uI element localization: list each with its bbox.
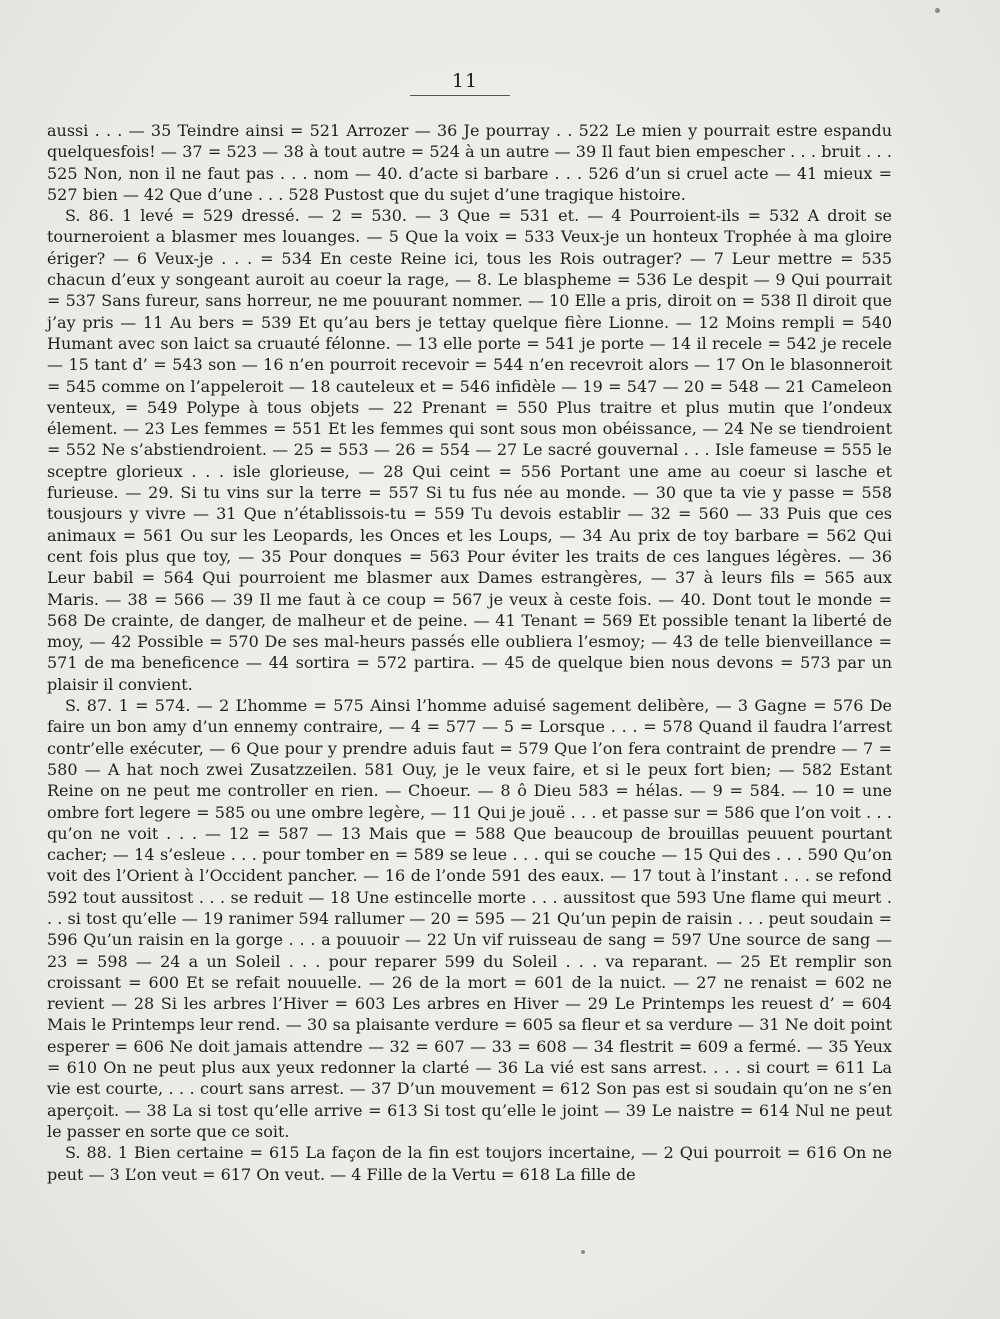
- ink-speck: [581, 1250, 585, 1254]
- paragraph-s87: S. 87. 1 = 574. — 2 L’homme = 575 Ainsi l’homme aduisé sagement delibère, — 3 Gagne = 576 De faire un bon amy d’un ennemy contraire, — 4 = 577 — 5 = Lorsque . . . = 578 Quand il faudra l’arrest contr’elle exécuter, — 6 Que pour y prendre aduis faut = 579 Que l’on fera contraint de prendre — 7 = 580 — A hat noch zwei Zusatzzeilen. 581 Ouy, je le veux faire, et si le peux fort bien; — 582 Estant Reine on ne peut me controller en rien. — Choeur. — 8 ô Dieu 583 = hélas. — 9 = 584. — 10 = une ombre fort legere = 585 ou une ombre legère, — 11 Qui je jouë . . . et passe sur = 586 que l’on voit . . . qu’on ne voit . . . — 12 = 587 — 13 Mais que = 588 Que beaucoup de brouillas peuuent pourtant cacher; — 14 s’esleue . . . pour tomber en = 589 se leue . . . qui se couche — 15 Qui des . . . 590 Qu’on voit des l’Orient à l’Occident pancher. — 16 de l’onde 591 des eaux. — 17 tout à l’instant . . . se refond 592 tout aussitost . . . se reduit — 18 Une estincelle morte . . . aussitost que 593 Une flame qui meurt . . . si tost qu’elle — 19 ranimer 594 rallumer — 20 = 595 — 21 Qu’un pepin de raisin . . . peut soudain = 596 Qu’un raisin en la gorge . . . a pouuoir — 22 Un vif ruisseau de sang = 597 Une source de sang — 23 = 598 — 24 a un Soleil . . . pour reparer 599 du Soleil . . . va reparant. — 25 Et remplir son croissant = 600 Et se refait nouuelle. — 26 de la mort = 601 de la nuict. — 27 ne renaist = 602 ne revient — 28 Si les arbres l’Hiver = 603 Les arbres en Hiver — 29 Le Printemps les reuest d’ = 604 Mais le Printemps leur rend. — 30 sa plaisante verdure = 605 sa fleur et sa verdure — 31 Ne doit point esperer = 606 Ne doit jamais attendre — 32 = 607 — 33 = 608 — 34 flestrit = 609 a fermé. — 35 Yeux = 610 On ne peut plus aux yeux redonner la clarté — 36 La vié est sans arrest. . . . si court = 611 La vie est courte, . . . court sans arrest. — 37 D’un mouvement = 612 Son pas est si soudain qu’on ne s’en aperçoit. — 38 La si tost qu’elle arrive = 613 Si tost qu’elle le joint — 39 Le naistre = 614 Nul ne peut le passer en sorte que ce soit.: [47, 696, 892, 1141]
- paragraph-s86: S. 86. 1 levé = 529 dressé. — 2 = 530. — 3 Que = 531 et. — 4 Pourroient-ils = 532 A droit se tourneroient a blasmer mes louanges. — 5 Que la voix = 533 Veux-je un honteux Trophée à ma gloire ériger? — 6 Veux-je . . . = 534 En ceste Reine ici, tous les Rois outrager? — 7 Leur mettre = 535 chacun d’eux y songeant auroit au coeur la rage, — 8. Le blaspheme = 536 Le despit — 9 Qui pourrait = 537 Sans fureur, sans horreur, ne me pouurant nommer. — 10 Elle a pris, diroit on = 538 Il diroit que j’ay pris — 11 Au bers = 539 Et qu’au bers je tettay quelque fière Lionne. — 12 Moins rempli = 540 Humant avec son laict sa cruauté félonne. — 13 elle porte = 541 je porte — 14 il recele = 542 je recele — 15 tant d’ = 543 son — 16 n’en pourroit recevoir = 544 n’en recevroit alors — 17 On le blasonneroit = 545 comme on l’appeleroit — 18 cauteleux et = 546 infidèle — 19 = 547 — 20 = 548 — 21 Cameleon venteux, = 549 Polype à tous objets — 22 Prenant = 550 Plus traitre et plus mutin que l’ondeux élement. — 23 Les femmes = 551 Et les femmes qui sont sous mon obéissance, — 24 Ne se tiendroient = 552 Ne s’abstiendroient. — 25 = 553 — 26 = 554 — 27 Le sacré gouvernal . . . Isle fameuse = 555 le sceptre glorieux . . . isle glorieuse, — 28 Qui ceint = 556 Portant une ame au coeur si lasche et furieuse. — 29. Si tu vins sur la terre = 557 Si tu fus née au monde. — 30 que ta vie y passe = 558 tousjours y vivre — 31 Que n’établissois-tu = 559 Tu devois establir — 32 = 560 — 33 Puis que ces animaux = 561 Ou sur les Leopards, les Onces et les Loups, — 34 Au prix de toy barbare = 562 Qui cent fois plus que toy, — 35 Pour donques = 563 Pour éviter les traits de ces langues légères. — 36 Leur babil = 564 Qui pourroient me blasmer aux Dames estrangères, — 37 à leurs fils = 565 aux Maris. — 38 = 566 — 39 Il me faut à ce coup = 567 je veux à ceste fois. — 40. Dont tout le monde = 568 De crainte, de danger, de malheur et de peine. — 41 Tenant = 569 Et possible tenant la liberté de moy, — 42 Possible = 570 De ses mal-heurs passés elle oubliera l’esmoy; — 43 de telle bienveillance = 571 de ma beneficence — 44 sortira = 572 partira. — 45 de quelque bien nous devons = 573 par un plaisir il convient.: [47, 206, 892, 694]
- page-number: 11: [451, 70, 479, 92]
- page-number-rule: [410, 95, 510, 96]
- ink-speck: [935, 8, 940, 13]
- body-text: [47, 120, 892, 1185]
- paragraph-s88: S. 88. 1 Bien certaine = 615 La façon de la fin est toujors incertaine, — 2 Qui pourroit = 616 On ne peut — 3 L’on veut = 617 On veut. — 4 Fille de la Vertu = 618 La fille de: [47, 1143, 892, 1184]
- paragraph-continuation: aussi . . . — 35 Teindre ainsi = 521 Arrozer — 36 Je pourray . . 522 Le mien y pourrait estre espandu quelquesfois! — 37 = 523 — 38 à tout autre = 524 à un autre — 39 Il faut bien empescher . . . bruit . . . 525 Non, non il ne faut pas . . . nom — 40. d’acte si barbare . . . 526 d’un si cruel acte — 41 mieux = 527 bien — 42 Que d’une . . . 528 Pustost que du sujet d’une tragique histoire.: [47, 121, 892, 204]
